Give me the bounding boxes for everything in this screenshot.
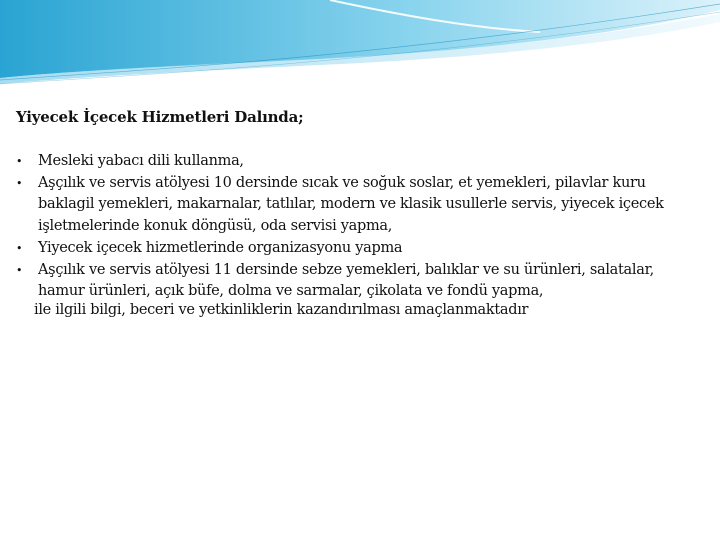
bullet-icon: •: [16, 241, 23, 255]
list-item-text: Yiyecek içecek hizmetlerinde organizasyonu yapma: [38, 239, 403, 256]
list-item: [16, 173, 696, 238]
list-item: [16, 260, 696, 303]
list-item-text: Aşçılık ve servis atölyesi 10 dersinde sıcak ve soğuk soslar, et yemekleri, pilavlar kuru baklagil yemekleri, makarnalar, tatlılar, modern ve klasik usullerle servis, yiyecek içecek işletmelerinde konuk döngüsü, oda servisi yapma,: [38, 174, 664, 235]
list-item-text: Mesleki yabacı dili kullanma,: [38, 153, 244, 169]
bullet-icon: •: [16, 176, 23, 190]
bullet-list: [16, 151, 696, 303]
bullet-icon: •: [16, 263, 23, 277]
list-item: [16, 151, 696, 173]
list-item: [16, 238, 696, 260]
bullet-icon: •: [16, 155, 23, 168]
list-item-text: Aşçılık ve servis atölyesi 11 dersinde sebze yemekleri, balıklar ve su ürünleri, salatalar, hamur ürünleri, açık büfe, dolma ve sarmalar, çikolata ve fondü yapma,: [38, 261, 654, 300]
header-wave-decoration: [0, 0, 720, 90]
section-heading: Yiyecek İçecek Hizmetleri Dalında;: [16, 108, 304, 126]
closing-sentence: ile ilgili bilgi, beceri ve yetkinliklerin kazandırılması amaçlanmaktadır: [34, 302, 529, 318]
